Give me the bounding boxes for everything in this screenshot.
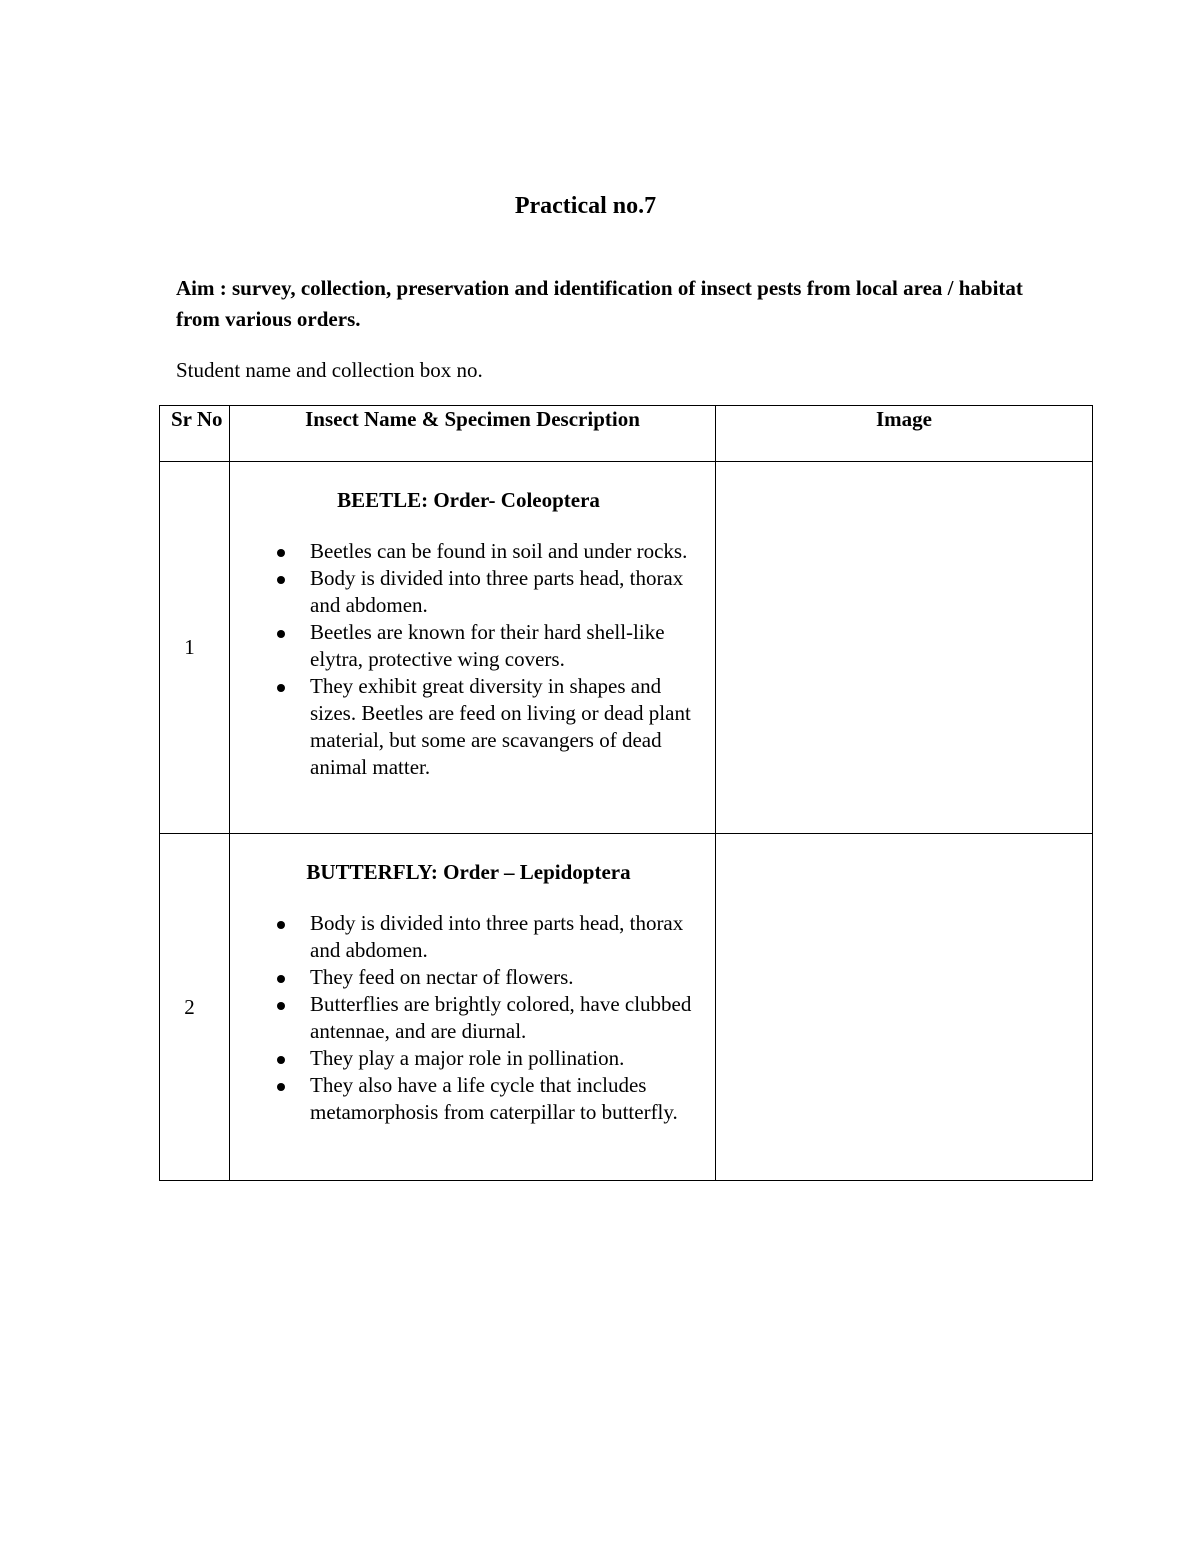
list-item [310, 565, 707, 619]
fact-text: They exhibit great diversity in shapes and sizes. Beetles are feed on living or dead plant material, but some are scavangers of dead animal matter. [310, 674, 691, 779]
bullet-icon [277, 1056, 285, 1064]
student-line: Student name and collection box no. [176, 358, 483, 382]
bullet-icon [277, 1083, 285, 1091]
header-sr-no: Sr No [160, 406, 230, 462]
bullet-icon [277, 576, 285, 584]
specimen-table [159, 405, 1093, 1181]
list-item [310, 991, 707, 1045]
list-item [310, 964, 707, 991]
list-item [310, 910, 707, 964]
description-cell [230, 834, 716, 1181]
fact-text: Body is divided into three parts head, thorax and abdomen. [310, 911, 684, 962]
list-item [310, 673, 707, 781]
fact-text: Beetles are known for their hard shell-like elytra, protective wing covers. [310, 620, 665, 671]
table-row [160, 462, 1093, 834]
fact-text: Beetles can be found in soil and under rocks. [310, 539, 688, 563]
table-header-row [160, 406, 1093, 462]
row-sr-no: 2 [160, 834, 230, 1181]
fact-text: Butterflies are brightly colored, have clubbed antennae, and are diurnal. [310, 992, 692, 1043]
bullet-icon [277, 630, 285, 638]
row-sr-no: 1 [160, 462, 230, 834]
image-cell [716, 462, 1093, 834]
insect-order-title: BEETLE: Order- Coleoptera [337, 488, 600, 512]
list-item [310, 1045, 707, 1072]
bullet-icon [277, 684, 285, 692]
bullet-icon [277, 549, 285, 557]
header-description: Insect Name & Specimen Description [230, 406, 716, 462]
insect-order-title: BUTTERFLY: Order – Lepidoptera [306, 860, 631, 884]
list-item [310, 538, 707, 565]
fact-list [230, 910, 707, 1126]
page-title: Practical no.7 [514, 193, 657, 219]
fact-text: They feed on nectar of flowers. [310, 965, 574, 989]
fact-list [230, 538, 707, 781]
header-image: Image [716, 406, 1093, 462]
bullet-icon [277, 975, 285, 983]
fact-text: Body is divided into three parts head, thorax and abdomen. [310, 566, 684, 617]
aim-statement: Aim : survey, collection, preservation and identification of insect pests from local area / habitat from various orders. [176, 276, 1023, 331]
bullet-icon [277, 921, 285, 929]
bullet-icon [277, 1002, 285, 1010]
image-cell [716, 834, 1093, 1181]
fact-text: They also have a life cycle that includes metamorphosis from caterpillar to butterfly. [310, 1073, 678, 1124]
table-row [160, 834, 1093, 1181]
list-item [310, 1072, 707, 1126]
description-cell [230, 462, 716, 834]
fact-text: They play a major role in pollination. [310, 1046, 625, 1070]
list-item [310, 619, 707, 673]
